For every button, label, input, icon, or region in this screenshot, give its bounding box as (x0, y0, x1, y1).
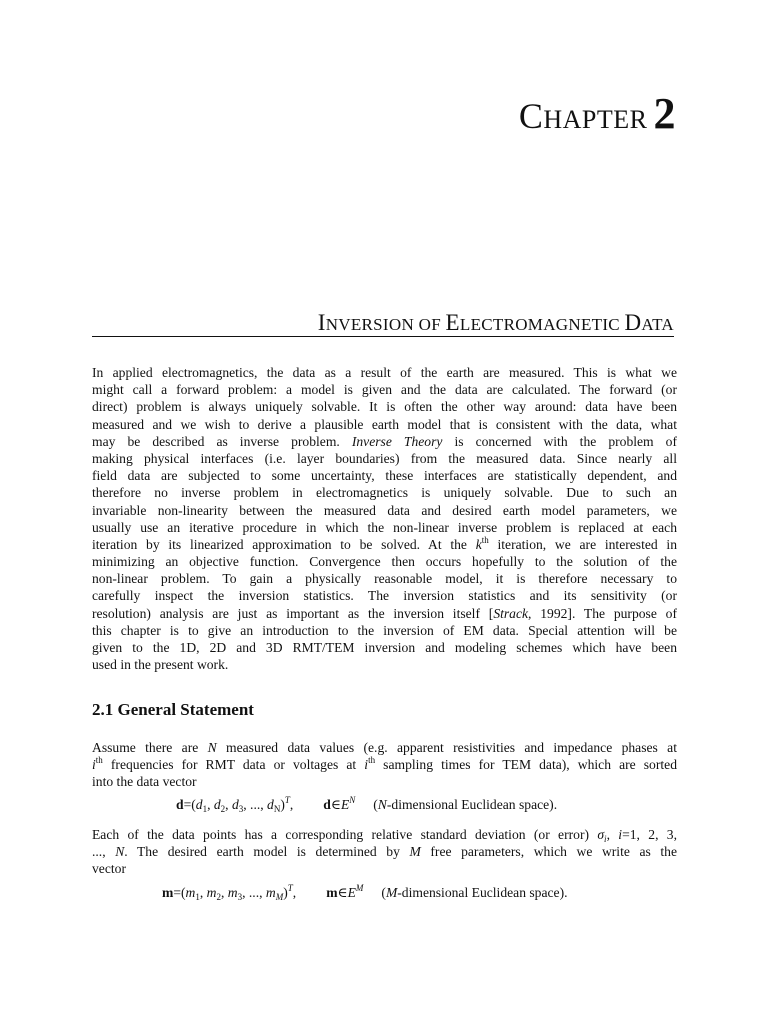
text-line: Each of the data points has a corresponding relative standard deviation (or error) $\sigma_i$, i=1, 2, 3, (92, 827, 677, 844)
section-title (92, 310, 674, 337)
text-line: direct) problem is always uniquely solvable. It is often the other way around: data have been (92, 399, 677, 415)
text-line: minimizing an objective function. Convergence then occurs hopefully to the solution of the (92, 554, 677, 570)
title-word-3: ATA (641, 315, 674, 334)
title-word-of: OF (418, 315, 441, 334)
text-line: resolution) analysis are just as important as the inversion itself [Strack, 1992]. The purpose of (92, 605, 677, 621)
section-heading: 2.1 General Statement (92, 700, 254, 719)
title-word-2: LECTROMAGNETIC (459, 315, 620, 334)
text-line: carefully inspect the inversion statistics. The inversion statistics and its sensitivity (or (92, 588, 677, 604)
assume-paragraph (92, 739, 677, 791)
title-initial-2: E (445, 310, 460, 335)
text-line: $i^{th}$ frequencies for RMT data or voltages at $i^{th}$ sampling times for TEM data), which are sorted (92, 756, 677, 773)
text-line: invariable non-linearity between the measured data and desired earth model parameters, we (92, 502, 677, 518)
text-line: field data are subjected to some uncertainty, these interfaces are statistically dependent, and (92, 468, 677, 484)
chapter-label-initial: C (518, 96, 544, 136)
chapter-number: 2 (653, 89, 676, 138)
title-initial-1: I (317, 310, 326, 335)
text-line: used in the present work. (92, 657, 229, 673)
intro-paragraph (92, 364, 677, 673)
title-word-1: NVERSION (325, 315, 415, 334)
text-line: Assume there are N measured data values (e.g. apparent resistivities and impedance phases at (92, 740, 677, 755)
text-line: making physical interfaces (i.e. layer boundaries) from the measured data. Since nearly all (92, 450, 677, 466)
text-line: iteration by its linearized approximation to be solved. At the $k^{th}$ iteration, we are interested in (92, 535, 677, 552)
text-line: may be described as inverse problem. Inverse Theory is concerned with the problem of (92, 433, 677, 449)
chapter-heading (518, 89, 676, 138)
title-initial-3: D (624, 310, 642, 335)
text-line: vector (92, 861, 126, 877)
data-vector-equation: $d=(d_1$, $d_2$, $d_3$, ..., $d_N)^T$, $d\in E^N$ (N-dimensional Euclidean space). (176, 795, 558, 814)
text-line: non-linear problem. To gain a physically reasonable model, it is therefore necessary to (92, 571, 677, 587)
text-line: usually use an iterative procedure in which the non-linear inverse problem is replaced at each (92, 519, 677, 535)
chapter-label-rest: HAPTER (543, 105, 648, 134)
text-line: ..., N. The desired earth model is determined by M free parameters, which we write as the (92, 844, 677, 860)
text-line: into the data vector (92, 774, 197, 790)
model-vector-equation: $m=(m_1$, $m_2$, $m_3$, ..., $m_M)^T$, $m\in E^M$ (M-dimensional Euclidean space). (162, 883, 568, 902)
each-paragraph (92, 826, 677, 878)
text-line: given to the 1D, 2D and 3D RMT/TEM inversion and modeling schemes which have been (92, 640, 677, 655)
text-line: might call a forward problem: a model is given and the data are calculated. The forward (or (92, 382, 677, 398)
text-line: measured and we wish to derive a plausible earth model that is consistent with the data, what (92, 416, 677, 432)
text-line: therefore no inverse problem in electromagnetics is uniquely solvable. Due to such an (92, 485, 677, 501)
text-line: In applied electromagnetics, the data as a result of the earth are measured. This is what we (92, 365, 677, 380)
text-line: this chapter is to give an introduction to the inversion of EM data. Special attention will be (92, 622, 677, 638)
